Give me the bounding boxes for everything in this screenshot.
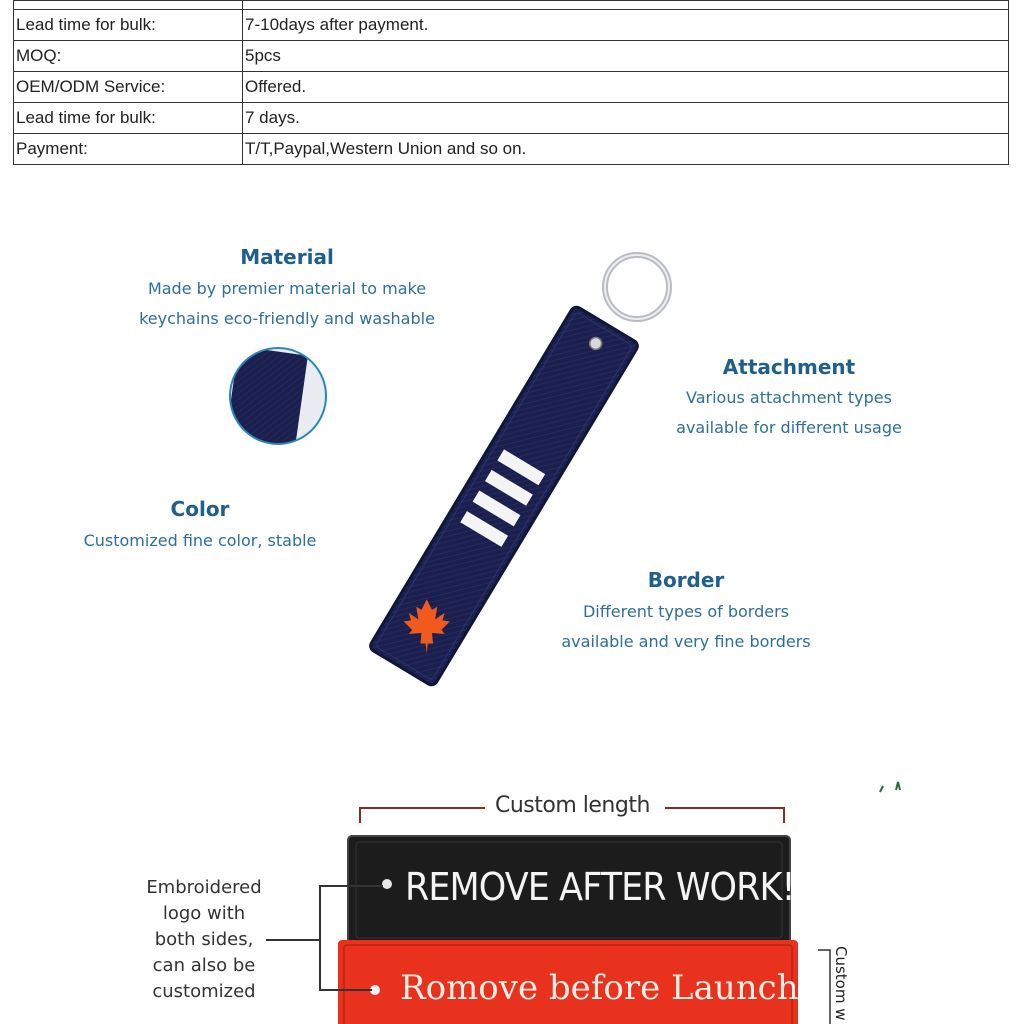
spec-value: 7 days. xyxy=(243,103,1009,134)
note-line: Embroidered xyxy=(146,877,262,898)
width-bracket xyxy=(818,950,830,1024)
spec-value: Offered. xyxy=(243,72,1009,103)
color-desc-1: Customized fine color, stable xyxy=(83,531,317,550)
attachment-desc-1: Various attachment types xyxy=(686,388,892,407)
decorative-mark xyxy=(880,782,900,792)
color-title: Color xyxy=(170,497,230,521)
material-desc-1: Made by premier material to make xyxy=(147,279,427,298)
attachment-title: Attachment xyxy=(722,355,856,379)
spec-key: Lead time for bulk: xyxy=(14,10,243,41)
embroidered-note xyxy=(138,875,270,1005)
custom-length-label: Custom length xyxy=(495,793,650,818)
attachment-desc-2: available for different usage xyxy=(676,418,902,437)
border-desc-2: available and very fine borders xyxy=(561,632,811,651)
border-title: Border xyxy=(647,568,725,592)
spec-key: MOQ: xyxy=(14,41,243,72)
spec-value: 5pcs xyxy=(243,41,1009,72)
note-line: logo with xyxy=(162,903,246,924)
spec-key: OEM/ODM Service: xyxy=(14,72,243,103)
spec-key: Payment: xyxy=(14,134,243,165)
note-line: both sides, xyxy=(154,929,254,950)
spec-value: 7-10days after payment. xyxy=(243,10,1009,41)
note-line: customized xyxy=(152,981,256,1002)
note-line: can also be xyxy=(152,955,256,976)
red-tag-text: Romove before Launch xyxy=(400,968,799,1008)
material-title: Material xyxy=(240,245,334,269)
spec-value: T/T,Paypal,Western Union and so on. xyxy=(243,134,1009,165)
spec-key: Lead time for bulk: xyxy=(14,103,243,134)
material-desc-2: keychains eco-friendly and washable xyxy=(139,309,435,328)
custom-width-label: Custom w xyxy=(832,946,850,1021)
black-tag-text: REMOVE AFTER WORK! xyxy=(405,865,795,909)
border-desc-1: Different types of borders xyxy=(582,602,790,621)
